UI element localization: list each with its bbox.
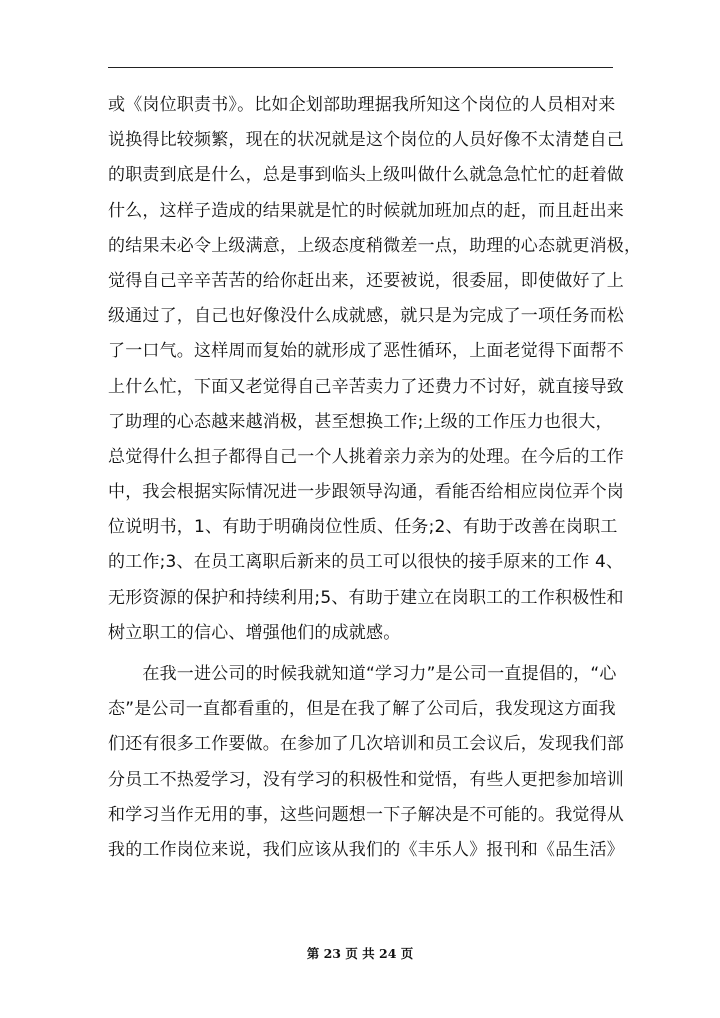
text-line: 上什么忙，下面又老觉得自己辛苦卖力了还费力不讨好，就直接导致 bbox=[108, 376, 624, 397]
header-rule bbox=[108, 67, 613, 68]
text-line: 总觉得什么担子都得自己一个人挑着亲力亲为的处理。在今后的工作 bbox=[108, 446, 624, 467]
text-line: 位说明书，1、有助于明确岗位性质、任务;2、有助于改善在岗职工 bbox=[108, 517, 618, 538]
text-line: 和学习当作无用的事，这些问题想一下子解决是不可能的。我觉得从 bbox=[108, 804, 624, 825]
body-text bbox=[108, 88, 642, 868]
text-line: 了一口气。这样周而复始的就形成了恶性循环，上面老觉得下面帮不 bbox=[108, 341, 624, 362]
text-line: 们还有很多工作要做。在参加了几次培训和员工会议后，发现我们部 bbox=[108, 734, 624, 755]
text-line: 觉得自己辛辛苦苦的给你赶出来，还要被说，很委屈，即使做好了上 bbox=[108, 270, 624, 291]
text-line: 或《岗位职责书》。比如企划部助理据我所知这个岗位的人员相对来 bbox=[108, 95, 616, 115]
text-line: 我的工作岗位来说，我们应该从我们的《丰乐人》报刊和《品生活》 bbox=[108, 839, 624, 860]
text-line: 级通过了，自己也好像没什么成就感，就只是为完成了一项任务而松 bbox=[108, 306, 624, 327]
text-line: 的结果未必令上级满意，上级态度稍微差一点，助理的心态就更消极， bbox=[108, 235, 642, 256]
text-line: 树立职工的信心、增强他们的成就感。 bbox=[108, 622, 401, 643]
text-line: 中，我会根据实际情况进一步跟领导沟通，看能否给相应岗位弄个岗 bbox=[108, 482, 624, 503]
text-line: 什么，这样子造成的结果就是忙的时候就加班加点的赶，而且赶出来 bbox=[108, 200, 624, 221]
text-line: 态”是公司一直都看重的，但是在我了解了公司后，我发现这方面我 bbox=[108, 699, 616, 720]
text-line: 了助理的心态越来越消极，甚至想换工作;上级的工作压力也很大， bbox=[108, 411, 613, 432]
text-line: 的工作;3、在员工离职后新来的员工可以很快的接手原来的工作 4、 bbox=[108, 552, 624, 573]
text-line: 分员工不热爱学习，没有学习的积极性和觉悟，有些人更把参加培训 bbox=[108, 769, 624, 790]
text-line: 说换得比较频繁，现在的状况就是这个岗位的人员好像不太清楚自己 bbox=[108, 130, 624, 151]
text-line: 的职责到底是什么，总是事到临头上级叫做什么就急急忙忙的赶着做 bbox=[108, 165, 624, 186]
text-line: 无形资源的保护和持续利用;5、有助于建立在岗职工的工作积极性和 bbox=[108, 587, 624, 608]
text-line: 在我一进公司的时候我就知道“学习力”是公司一直提倡的，“心 bbox=[108, 664, 617, 684]
page-number: 第 23 页 共 24 页 bbox=[306, 946, 414, 961]
